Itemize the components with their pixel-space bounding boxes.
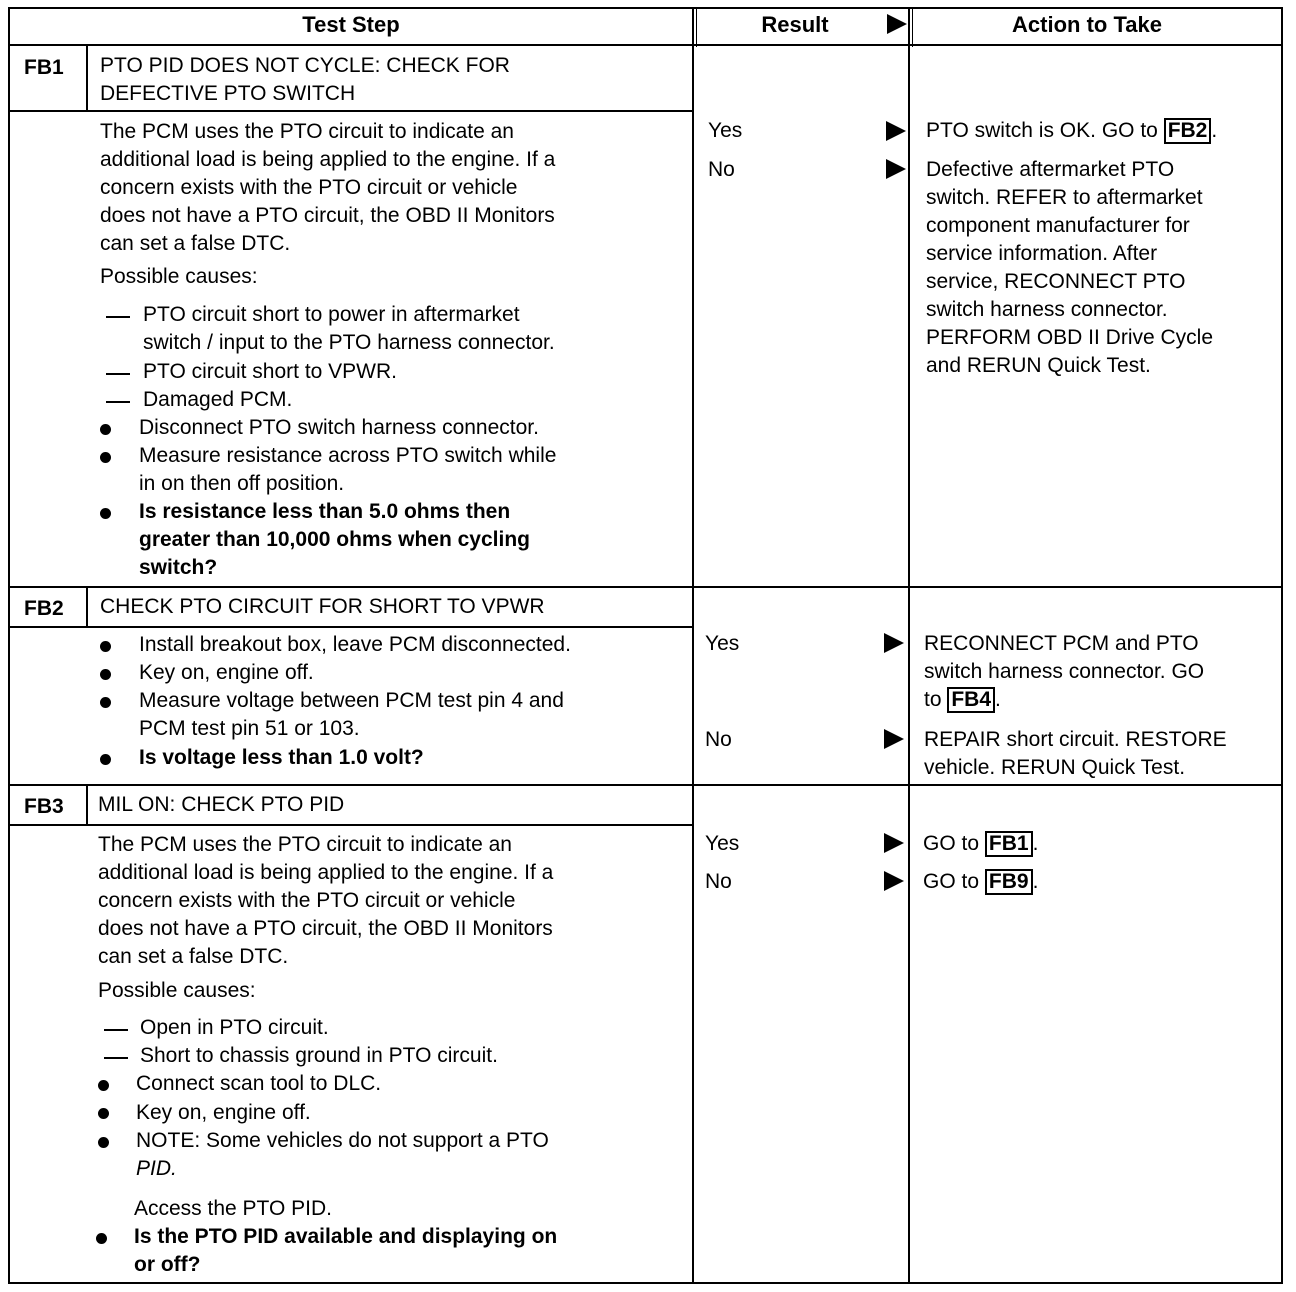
fb2-no-arrow-icon <box>884 729 904 749</box>
fb1-cause-1-line-1: PTO circuit short to power in aftermarket <box>143 303 520 326</box>
fb1-yes-action-ref-link[interactable]: FB2 <box>1164 118 1212 144</box>
fb1-title-line-2: DEFECTIVE PTO SWITCH <box>100 82 356 105</box>
fb1-no-label: No <box>708 158 735 181</box>
fb1-no-action-line-8: and RERUN Quick Test. <box>926 354 1151 377</box>
fb1-desc-line-3: concern exists with the PTO circuit or vehicle <box>100 176 518 199</box>
fb1-desc-line-1: The PCM uses the PTO circuit to indicate an <box>100 120 514 143</box>
fb3-step-3-line-2: PID. <box>136 1157 177 1180</box>
fb3-no-action-end: . <box>1032 870 1039 893</box>
fb2-step-3-line-1: Measure voltage between PCM test pin 4 and <box>139 689 564 712</box>
fb1-no-action-line-2: switch. REFER to aftermarket <box>926 186 1203 209</box>
fb2-no-label: No <box>705 728 732 751</box>
fb1-desc-line-5: can set a false DTC. <box>100 232 291 255</box>
table-border-top <box>8 7 1283 9</box>
fb1-question-bullet <box>100 508 111 519</box>
fb3-desc-line-5: can set a false DTC. <box>98 945 289 968</box>
fb1-yes-arrow-icon <box>886 121 906 141</box>
code-divider-fb3 <box>86 786 88 826</box>
fb3-row-top <box>8 784 1283 786</box>
fb1-question-line-3: switch? <box>139 556 218 579</box>
fb1-no-action-line-6: switch harness connector. <box>926 298 1168 321</box>
fb2-row-top <box>8 586 1283 588</box>
fb1-yes-action <box>926 117 1217 145</box>
fb2-yes-action-line-2: switch harness connector. GO <box>924 660 1205 683</box>
fb3-yes-label: Yes <box>705 832 740 855</box>
fb3-yes-action <box>923 830 1038 858</box>
fb3-no-action-text: GO to <box>923 870 980 893</box>
fb2-yes-action-line-3 <box>924 686 1001 714</box>
fb3-step-1: Connect scan tool to DLC. <box>136 1072 382 1095</box>
fb3-yes-action-end: . <box>1032 832 1039 855</box>
fb1-yes-label: Yes <box>708 119 743 142</box>
fb3-cause-1-dash <box>104 1029 128 1031</box>
column-divider-1 <box>692 7 694 1284</box>
fb2-step-2-bullet <box>100 669 111 680</box>
fb2-yes-label: Yes <box>705 632 740 655</box>
header-result-arrow-icon <box>887 14 907 34</box>
table-border-left <box>8 7 10 1284</box>
fb2-step-1: Install breakout box, leave PCM disconnected. <box>139 633 571 656</box>
fb1-yes-action-text: PTO switch is OK. GO to <box>926 119 1158 142</box>
fb1-title-underline <box>8 110 694 112</box>
fb1-step-1: Disconnect PTO switch harness connector. <box>139 416 539 439</box>
fb1-desc-line-2: additional load is being applied to the engine. If a <box>100 148 556 171</box>
code-divider-fb1 <box>86 44 88 112</box>
fb3-no-action <box>923 868 1038 896</box>
fb2-no-action-line-2: vehicle. RERUN Quick Test. <box>924 756 1186 779</box>
fb3-title-underline <box>8 824 694 826</box>
fb1-title-line-1: PTO PID DOES NOT CYCLE: CHECK FOR <box>100 54 510 77</box>
table-border-right <box>1281 7 1283 1284</box>
fb3-cause-1: Open in PTO circuit. <box>140 1016 329 1039</box>
fb3-yes-arrow-icon <box>884 833 904 853</box>
fb2-code: FB2 <box>24 597 64 620</box>
fb1-step-2-line-1: Measure resistance across PTO switch while <box>139 444 557 467</box>
fb1-cause-1-dash <box>106 316 130 318</box>
fb3-yes-action-ref-link[interactable]: FB1 <box>985 831 1033 857</box>
fb1-cause-3-dash <box>106 401 130 403</box>
header-action: Action to Take <box>1012 12 1162 37</box>
fb3-title: MIL ON: CHECK PTO PID <box>98 793 345 816</box>
fb2-title-underline <box>8 626 694 628</box>
header-test-step: Test Step <box>302 12 400 37</box>
fb1-yes-action-end: . <box>1211 119 1218 142</box>
fb2-no-action-line-1: REPAIR short circuit. RESTORE <box>924 728 1227 751</box>
fb2-step-2: Key on, engine off. <box>139 661 314 684</box>
fb3-desc-line-2: additional load is being applied to the engine. If a <box>98 861 554 884</box>
fb1-cause-2: PTO circuit short to VPWR. <box>143 360 397 383</box>
fb3-no-arrow-icon <box>884 871 904 891</box>
fb2-step-3-bullet <box>100 697 111 708</box>
fb1-no-action-line-1: Defective aftermarket PTO <box>926 158 1175 181</box>
fb1-code: FB1 <box>24 56 64 79</box>
fb3-question-line-1: Is the PTO PID available and displaying on <box>134 1225 558 1248</box>
fb3-desc-line-1: The PCM uses the PTO circuit to indicate an <box>98 833 512 856</box>
fb3-no-action-ref-link[interactable]: FB9 <box>985 869 1033 895</box>
fb3-question-bullet <box>96 1233 107 1244</box>
fb1-no-action-line-3: component manufacturer for <box>926 214 1190 237</box>
fb2-yes-action-end: . <box>995 688 1001 711</box>
fb2-question-bullet <box>100 754 111 765</box>
fb1-no-action-line-4: service information. After <box>926 242 1158 265</box>
header-underline <box>8 44 1283 46</box>
fb2-yes-action-ref-link[interactable]: FB4 <box>947 687 995 713</box>
fb3-yes-action-text: GO to <box>923 832 980 855</box>
fb3-desc-line-3: concern exists with the PTO circuit or vehicle <box>98 889 516 912</box>
fb2-yes-action-line-1: RECONNECT PCM and PTO <box>924 632 1199 655</box>
fb1-cause-1-line-2: switch / input to the PTO harness connector. <box>143 331 555 354</box>
column-divider-2 <box>908 7 910 1284</box>
fb3-cause-2: Short to chassis ground in PTO circuit. <box>140 1044 498 1067</box>
fb1-possible-causes: Possible causes: <box>100 265 258 288</box>
fb3-access: Access the PTO PID. <box>134 1197 333 1220</box>
fb2-question: Is voltage less than 1.0 volt? <box>139 746 424 769</box>
fb1-cause-3: Damaged PCM. <box>143 388 293 411</box>
fb1-no-action-line-5: service, RECONNECT PTO <box>926 270 1186 293</box>
code-divider-fb2 <box>86 588 88 628</box>
fb1-step-1-bullet <box>100 424 111 435</box>
fb3-step-2-bullet <box>98 1108 109 1119</box>
fb1-step-2-line-2: in on then off position. <box>139 472 345 495</box>
fb3-desc-line-4: does not have a PTO circuit, the OBD II Monitors <box>98 917 553 940</box>
fb3-no-label: No <box>705 870 732 893</box>
header-result: Result <box>761 12 829 37</box>
fb3-possible-causes: Possible causes: <box>98 979 256 1002</box>
fb3-step-2: Key on, engine off. <box>136 1101 311 1124</box>
fb2-yes-arrow-icon <box>884 633 904 653</box>
fb2-step-3-line-2: PCM test pin 51 or 103. <box>139 717 360 740</box>
fb3-step-1-bullet <box>98 1080 109 1091</box>
fb1-desc-line-4: does not have a PTO circuit, the OBD II Monitors <box>100 204 555 227</box>
table-border-bottom <box>8 1282 1283 1284</box>
fb1-question-line-2: greater than 10,000 ohms when cycling <box>139 528 530 551</box>
fb2-yes-action-to: to <box>924 688 942 711</box>
fb1-step-2-bullet <box>100 452 111 463</box>
fb3-cause-2-dash <box>104 1057 128 1059</box>
fb3-step-3-line-1: NOTE: Some vehicles do not support a PTO <box>136 1129 549 1152</box>
fb1-cause-2-dash <box>106 373 130 375</box>
fb2-title: CHECK PTO CIRCUIT FOR SHORT TO VPWR <box>100 595 545 618</box>
fb1-no-action-line-7: PERFORM OBD II Drive Cycle <box>926 326 1214 349</box>
fb3-code: FB3 <box>24 795 64 818</box>
fb3-step-3-bullet <box>98 1137 109 1148</box>
fb3-question-line-2: or off? <box>134 1253 201 1276</box>
fb1-question-line-1: Is resistance less than 5.0 ohms then <box>139 500 511 523</box>
fb2-step-1-bullet <box>100 641 111 652</box>
fb1-no-arrow-icon <box>886 159 906 179</box>
